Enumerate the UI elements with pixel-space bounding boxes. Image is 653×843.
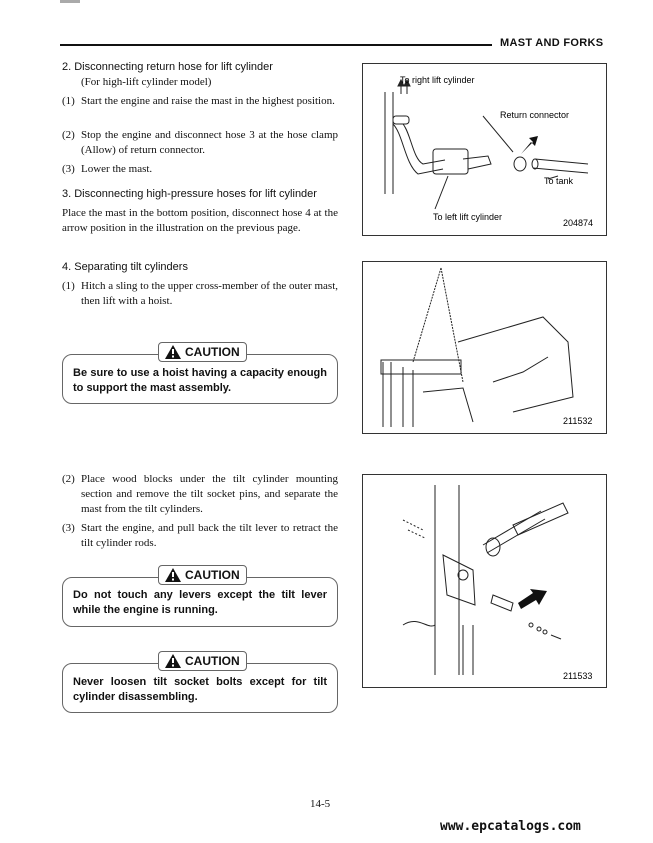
figure-number: 211532 (563, 416, 593, 426)
caution-label (158, 651, 247, 671)
watermark-url: www.epcatalogs.com (440, 819, 581, 834)
step-number: (2) (62, 473, 75, 485)
step-text: Place wood blocks under the tilt cylinder mounting section and remove the tilt socket pins, and separate the mast from the tilt cylinders. (81, 473, 338, 515)
warning-icon (165, 568, 181, 582)
figure-number: 204874 (563, 218, 594, 228)
caution-label (158, 342, 247, 362)
top-edge-mark (60, 0, 80, 3)
return-hose-illustration (363, 64, 606, 235)
caution-label (158, 565, 247, 585)
section-3-heading: 3. Disconnecting high-pressure hoses for lift cylinder (62, 188, 317, 200)
section-4-heading: 4. Separating tilt cylinders (62, 261, 188, 273)
step-text: Stop the engine and disconnect hose 3 at the hose clamp (Allow) of return connector. (81, 129, 338, 156)
figure-mast-sling (362, 261, 607, 434)
header-rule (60, 44, 492, 46)
mast-sling-illustration (363, 262, 606, 433)
figure-label: Return connector (500, 110, 570, 120)
step-number: (2) (62, 129, 75, 141)
step-text: Start the engine, and pull back the tilt lever to retract the tilt cylinder rods. (81, 522, 338, 549)
step-number: (1) (62, 280, 75, 292)
step-number: (3) (62, 163, 75, 175)
step-text: Hitch a sling to the upper cross-member of the outer mast, then lift with a hoist. (81, 280, 338, 307)
figure-return-hose (362, 63, 607, 236)
step-number: (1) (62, 95, 75, 107)
warning-icon (165, 345, 181, 359)
figure-tilt-socket (362, 474, 607, 688)
figure-label: To left lift cylinder (433, 212, 503, 222)
caution-label-text: CAUTION (185, 568, 240, 582)
section-2-heading: 2. Disconnecting return hose for lift cylinder (62, 61, 273, 73)
figure-number: 211533 (563, 671, 593, 681)
page-number: 14-5 (310, 798, 331, 810)
warning-icon (165, 654, 181, 668)
caution-label-text: CAUTION (185, 345, 240, 359)
step-text: Lower the mast. (81, 163, 153, 175)
step-number: (3) (62, 522, 75, 534)
step-text: Start the engine and raise the mast in the highest position. (81, 95, 335, 107)
tilt-socket-illustration (363, 475, 606, 687)
caution-text: Never loosen tilt socket bolts except for tilt cylinder disassembling. (73, 676, 327, 703)
section-2-subnote: (For high-lift cylinder model) (81, 76, 212, 88)
caution-text: Do not touch any levers except the tilt lever while the engine is running. (73, 589, 327, 616)
section-3-text: Place the mast in the bottom position, disconnect hose 4 at the arrow position in the illustration on the previous page. (62, 207, 338, 234)
section-header-title: MAST AND FORKS (500, 37, 604, 49)
caution-label-text: CAUTION (185, 654, 240, 668)
figure-label: To tank (544, 176, 574, 186)
caution-text: Be sure to use a hoist having a capacity enough to support the mast assembly. (73, 367, 327, 394)
figure-label: To right lift cylinder (400, 75, 475, 85)
